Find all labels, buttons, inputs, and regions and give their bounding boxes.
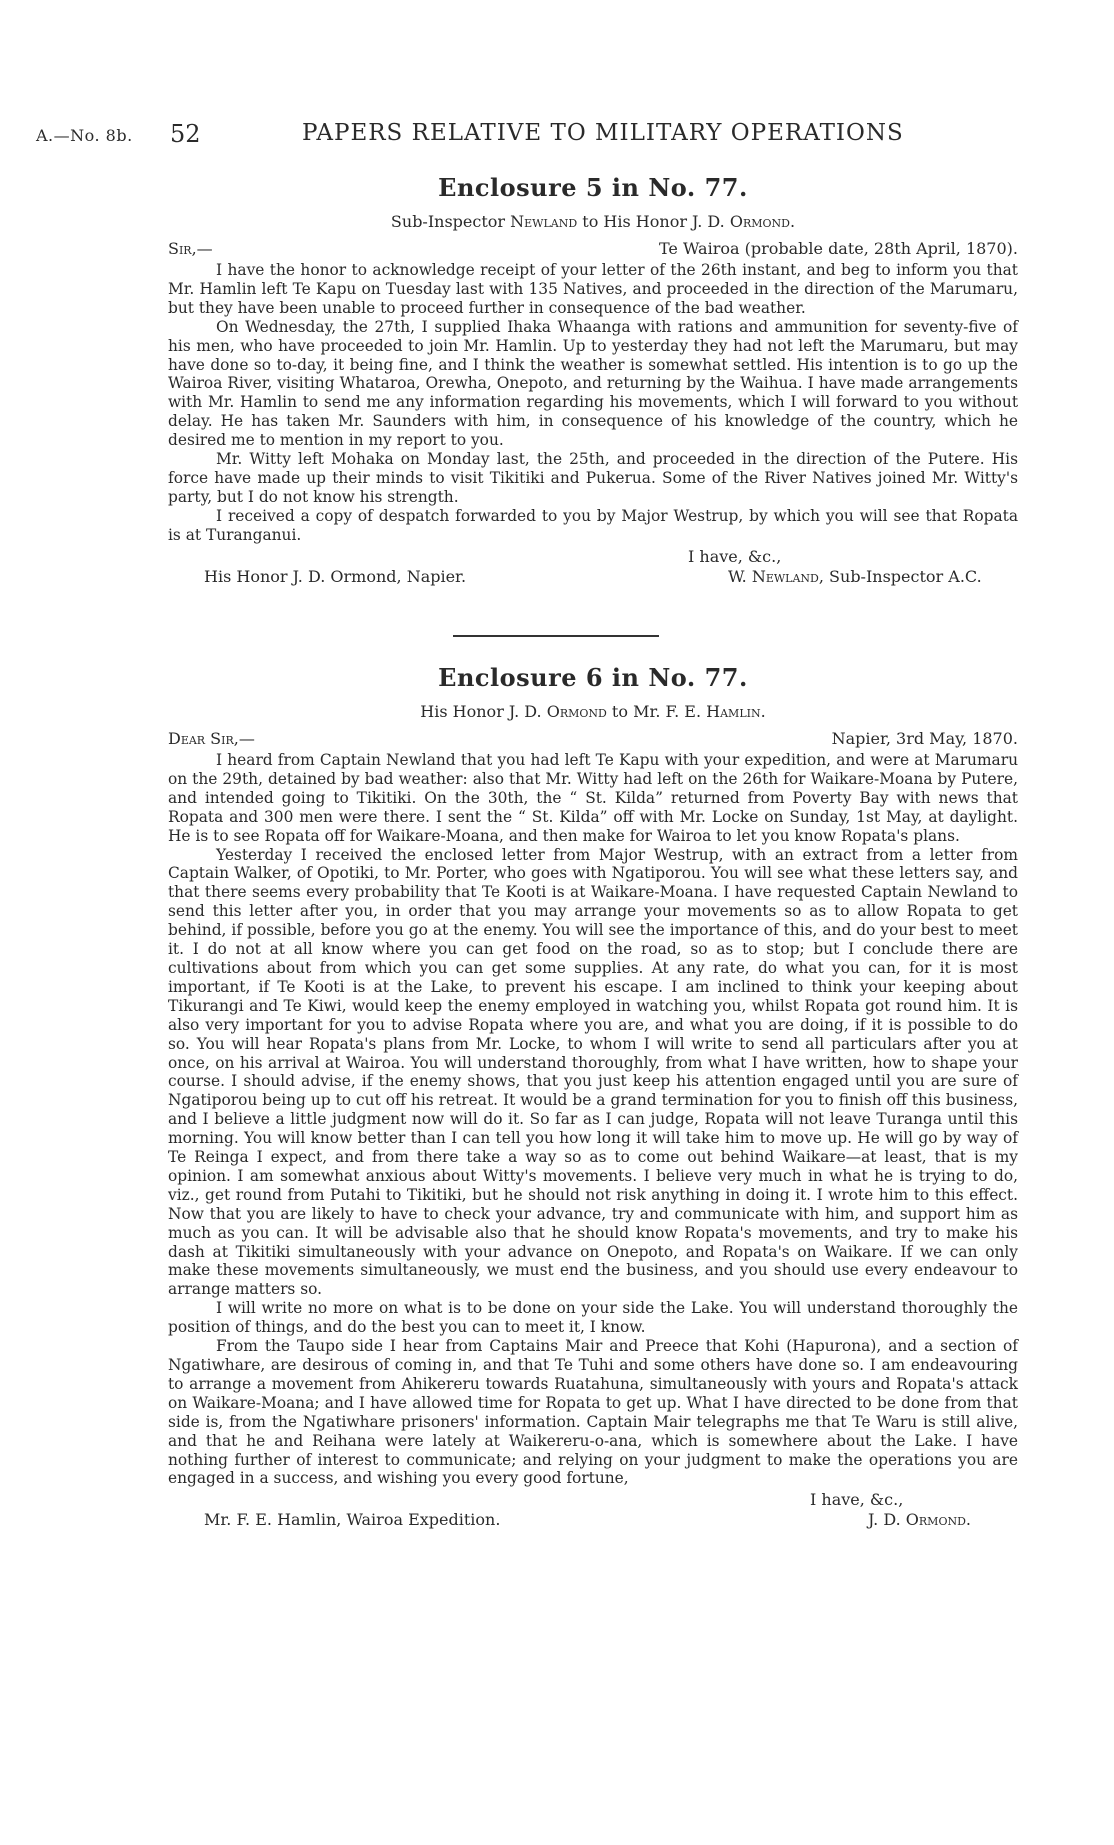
signature (728, 567, 982, 586)
place-date: Napier, 3rd May, 1870. (831, 729, 1018, 748)
closing: I have, &c., (688, 546, 782, 566)
addressee: His Honor J. D. Ormond, Napier. (204, 566, 467, 586)
subtitle-to-name: Hamlin. (706, 702, 766, 721)
signature-name: Newland, (751, 566, 824, 586)
signature-initials: J. D. (868, 1510, 901, 1530)
letter-paragraph: I have the honor to acknowledge receipt of your letter of the 26th instant, and beg to inform you that Mr. Hamlin left Te Kapu on Tuesday last with 135 Natives, and proceeded in the direction of the Marumaru, but they have been unable to proceed further in consequence of the bad weather. (168, 261, 1018, 317)
letter-paragraph: I will write no more on what is to be done on your side the Lake. You will understand thoroughly the position of things, and do the best you can to meet it, I know. (168, 1299, 1018, 1337)
salutation: Dear Sir,— (168, 729, 255, 748)
salutation-row (168, 239, 1018, 261)
addressee: Mr. F. E. Hamlin, Wairoa Expedition. (204, 1510, 501, 1530)
section-divider (453, 635, 659, 637)
subtitle-to: to Mr. F. E. (611, 702, 702, 721)
enclosure-6-title: Enclosure 6 in No. 77. (438, 663, 748, 692)
letter-paragraph: On Wednesday, the 27th, I supplied Ihaka Whaanga with rations and ammunition for seventy-five of his men, who have proceeded to join Mr. Hamlin. Up to yesterday they had not left the Marumaru, but may have done so to-day, it being fine, and I think the weather is somewhat settled. His intention is to go up the Wairoa River, visiting Whataroa, Orewha, Onepoto, and returning by the Waihua. I have made arrangements with Mr. Hamlin to send me any information regarding his movements, which I will forward to you without delay. He has taken Mr. Saunders with him, in consequence of his knowledge of the country, which he desired me to mention in my report to you. (168, 317, 1018, 450)
subtitle-from: His Honor J. D. (420, 702, 542, 721)
enclosure-6-subtitle (168, 702, 1018, 721)
subtitle-from-name: Newland (510, 212, 578, 231)
enclosure-5-title: Enclosure 5 in No. 77. (438, 173, 748, 202)
signature-block (168, 545, 1018, 589)
page-header (36, 120, 1076, 150)
salutation-row (168, 729, 1018, 751)
letter-paragraph: I received a copy of despatch forwarded to you by Major Westrup, by which you will see that Ropata is at Turanganui. (168, 506, 1018, 544)
signature-name: Ormond. (905, 1510, 971, 1530)
signature-title: Sub-Inspector A.C. (829, 566, 982, 586)
salutation: Sir,— (168, 239, 213, 258)
signature-block (168, 1488, 1018, 1532)
signature-initial: W. (728, 566, 747, 586)
subtitle-to-name: Ormond. (729, 212, 796, 231)
page-number: 52 (170, 120, 201, 148)
subtitle-from: Sub-Inspector (390, 212, 506, 231)
enclosure-6 (168, 663, 1018, 1532)
letter-paragraph: Mr. Witty left Mohaka on Monday last, the 25th, and proceeded in the direction of the Putere. His force have made up their minds to visit Tikitiki and Pukerua. Some of the River Natives joined Mr. Witty's party, but I do not know his strength. (168, 450, 1018, 506)
closing: I have, &c., (810, 1490, 904, 1510)
document-reference: A.—No. 8b. (36, 126, 133, 145)
letter-paragraph: Yesterday I received the enclosed letter from Major Westrup, with an extract from a letter from Captain Walker, of Opotiki, to Mr. Porter, who goes with Ngatiporou. You will see what these letters say, and that there seems every probability that Te Kooti is at Waikare-Moana. I have requested Captain Newland to send this letter after you, in order that you may arrange your movements so as to allow Ropata to get behind, if possible, before you go at the enemy. You will see the importance of this, and do your best to meet it. I do not at all know where you can get food on the road, so as to stop; but I conclude there are cultivations about from which you can get some supplies. At any rate, do what you can, for it is most important, if Te Kooti is at the Lake, to prevent his escape. I am inclined to think your keeping about Tikurangi and Te Kiwi, would keep the enemy employed in watching you, whilst Ropata got round him. It is also very important for you to advise Ropata where you are, and what you are doing, if it is possible to do so. You will hear Ropata's plans from Mr. Locke, to whom I will write to send all particulars after you at once, on his arrival at Wairoa. You will understand thoroughly, from what I have written, how to shape your course. I should advise, if the enemy shows, that you just keep his attention engaged until you are sure of Ngatiporou being up to cut off his retreat. It would be a grand termination for you to finish off this business, and I believe a little judgment now will do it. So far as I can judge, Ropata will not leave Turanga until this morning. You will know better than I can tell you how long it will take him to move up. He will go by way of Te Reinga I expect, and from there take a way so as to come out behind Waikare—at least, that is my opinion. I am somewhat anxious about Witty's movements. I believe very much in what he is trying to do, viz., get round from Putahi to Tikitiki, but he should not risk anything in doing it. I wrote him to this effect. Now that you are likely to have to check your advance, try and communicate with him, and support him as much as you can. It will be advisable also that he should know Ropata's movements, and try to make his dash at Tikitiki simultaneously with your advance on Onepoto, and Ropata's on Waikare. If we can only make these movements simultaneously, we must end the business, and you should use every endeavour to arrange matters so. (168, 845, 1018, 1299)
place-date: Te Wairoa (probable date, 28th April, 1870). (659, 239, 1018, 258)
signature (868, 1510, 971, 1529)
enclosure-5 (168, 173, 1018, 589)
subtitle-from-name: Ormond (546, 702, 607, 721)
subtitle-to: to His Honor J. D. (582, 212, 725, 231)
enclosure-5-subtitle (168, 212, 1018, 231)
letter-paragraph: From the Taupo side I hear from Captains Mair and Preece that Kohi (Hapurona), and a section of Ngatiwhare, are desirous of coming in, and that Te Tuhi and some others have done so. I am endeavouring to arrange a movement from Ahikereru towards Ruatahuna, simultaneously with yours and Ropata's attack on Waikare-Moana; and I have allowed time for Ropata to get up. What I have directed to be done from that side is, from the Ngatiwhare prisoners' information. Captain Mair telegraphs me that Te Waru is still alive, and that he and Reihana were lately at Waikereru-o-ana, which is somewhere about the Lake. I have nothing further of interest to communicate; and relying on your judgment to make the operations you are engaged in a success, and wishing you every good fortune, (168, 1337, 1018, 1488)
running-title: PAPERS RELATIVE TO MILITARY OPERATIONS (302, 120, 904, 146)
letter-paragraph: I heard from Captain Newland that you had left Te Kapu with your expedition, and were at Marumaru on the 29th, detained by bad weather: also that Mr. Witty had left on the 26th for Waikare-Moana by Putere, and intended going to Tikitiki. On the 30th, the “ St. Kilda” returned from Poverty Bay with news that Ropata and 300 men were there. I sent the “ St. Kilda” off with Mr. Locke on Sunday, 1st May, at daylight. He is to see Ropata off for Waikare-Moana, and then make for Wairoa to let you know Ropata's plans. (168, 751, 1018, 845)
